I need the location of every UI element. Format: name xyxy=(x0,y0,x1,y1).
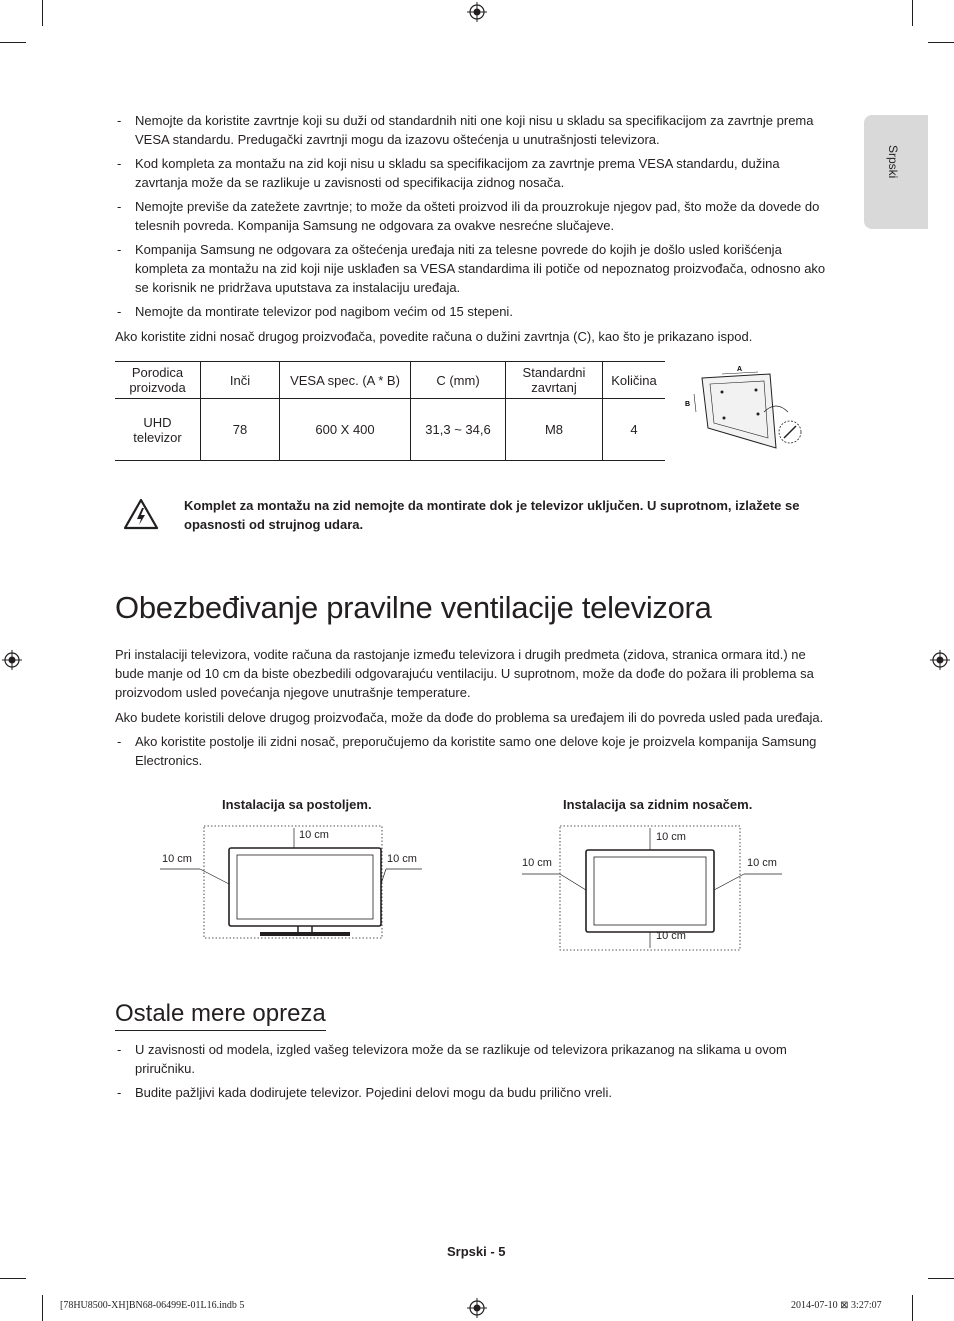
column-header: C (mm) xyxy=(411,362,506,399)
list-item: - Nemojte da koristite zavrtnje koji su duži od standardnih niti one koji nisu u skladu sa specifikacijom za zavrtnje prema VESA standardu. Predugački zavrtnji mogu da izazovu oštećenja u unutrašnjosti televizora. xyxy=(117,113,814,147)
crop-mark xyxy=(0,1278,26,1279)
list-item: - Budite pažljivi kada dodirujete televizor. Pojedini delovi mogu da budu prilično vreli. xyxy=(117,1085,612,1100)
table-cell: 600 X 400 xyxy=(280,399,411,461)
clearance-bottom-label: 10 cm xyxy=(656,930,686,942)
registration-mark-icon xyxy=(930,650,950,670)
column-header: VESA spec. (A * B) xyxy=(280,362,411,399)
electric-shock-warning-icon xyxy=(123,497,159,531)
precautions-list xyxy=(115,1040,835,1107)
table-cell: 78 xyxy=(201,399,280,461)
wall-installation-figure xyxy=(520,822,790,952)
screw-notes-list xyxy=(115,111,835,326)
crop-mark xyxy=(928,1278,954,1279)
list-item: - Nemojte previše da zatežete zavrtnje; to može da ošteti proizvod ili da prouzrokuje njegov pad, što može da dovede do telesnih povreda. Kompanija Samsung ne odgovara za ovakve nesrećne slučajeve. xyxy=(117,199,820,233)
side-tab-label: Srpski xyxy=(886,145,900,179)
list-item: - Kod kompleta za montažu na zid koji nisu u skladu sa specifikacijom za zavrtnje prema VESA standardu, dužina zavrtanja može da se razlikuje u zavisnosti od specifikacija zidnog nosača. xyxy=(117,156,780,190)
list-item: - Kompanija Samsung ne odgovara za oštećenja uređaja niti za telesne povrede do kojih je došlo usled korišćenja kompleta za montažu na zid koji nije usklađen sa VESA standardima ili potiče od nepoznatog proizvođača, odnosno ako se korisnik ne pridržava uputstava za instalaciju uređaja. xyxy=(117,242,826,295)
warning-text: Komplet za montažu na zid nemojte da montirate dok je televizor uključen. U suprotnom, izlažete se opasnosti od strujnog udara. xyxy=(184,498,800,532)
wall-figure-caption: Instalacija sa zidnim nosačem. xyxy=(563,797,753,812)
list-item: - U zavisnosti od modela, izgled vašeg televizora može da se razlikuje od televizora prikazanog na slikama u ovom priručniku. xyxy=(117,1042,787,1076)
clearance-left-label: 10 cm xyxy=(162,853,192,865)
column-header: Porodica proizvoda xyxy=(129,365,186,395)
crop-mark xyxy=(912,0,913,26)
column-header: Količina xyxy=(603,362,666,399)
wall-mount-diagram xyxy=(680,360,810,460)
crop-mark xyxy=(912,1295,913,1321)
clearance-right-label: 10 cm xyxy=(387,853,417,865)
table-cell: M8 xyxy=(506,399,603,461)
vesa-spec-table xyxy=(115,361,665,461)
clearance-right-label: 10 cm xyxy=(747,857,777,869)
stand-figure-caption: Instalacija sa postoljem. xyxy=(222,797,372,812)
table-header-row xyxy=(115,362,665,399)
registration-mark-icon xyxy=(467,1298,487,1318)
dimension-b-label: B xyxy=(685,401,691,408)
crop-mark xyxy=(42,1295,43,1321)
page-number: Srpski - 5 xyxy=(447,1244,506,1259)
crop-mark xyxy=(42,0,43,26)
clearance-top-label: 10 cm xyxy=(299,829,329,841)
third-party-paragraph: Ako budete koristili delove drugog proizvođača, može da dođe do problema sa uređajem ili do povreda usled pada uređaja. xyxy=(115,710,824,725)
crop-mark xyxy=(928,42,954,43)
list-item: - Nemojte da montirate televizor pod nagibom većim od 15 stepeni. xyxy=(117,304,513,319)
column-header: Inči xyxy=(201,362,280,399)
print-slug-left: [78HU8500-XH]BN68-06499E-01L16.indb 5 xyxy=(60,1300,245,1311)
registration-mark-icon xyxy=(467,2,487,22)
registration-mark-icon xyxy=(2,650,22,670)
crop-mark xyxy=(0,42,26,43)
table-row xyxy=(115,399,665,461)
table-cell: 31,3 ~ 34,6 xyxy=(411,399,506,461)
clearance-top-label: 10 cm xyxy=(656,831,686,843)
column-header: Standardni zavrtanj xyxy=(506,362,603,399)
clearance-left-label: 10 cm xyxy=(522,857,552,869)
table-cell: UHD televizor xyxy=(133,414,182,445)
section-bullet-list xyxy=(115,732,835,775)
table-cell: 4 xyxy=(603,399,666,461)
subsection-title: Ostale mere opreza xyxy=(115,1000,326,1031)
list-item: - Ako koristite postolje ili zidni nosač, preporučujemo da koristite samo one delove koje je proizvela kompanija Samsung Electronics. xyxy=(117,734,817,768)
section-title: Obezbeđivanje pravilne ventilacije televizora xyxy=(115,590,712,625)
dimension-a-label: A xyxy=(737,366,743,373)
language-side-tab xyxy=(864,115,928,229)
print-slug-right: 2014-07-10 ⊠ 3:27:07 xyxy=(791,1300,882,1311)
stand-installation-figure xyxy=(160,822,430,942)
intro-paragraph: Ako koristite zidni nosač drugog proizvođača, povedite računa o dužini zavrtnja (C), kao što je prikazano ispod. xyxy=(115,329,753,344)
ventilation-paragraph: Pri instalaciji televizora, vodite računa da rastojanje između televizora i drugih predmeta (zidova, stranica ormara itd.) ne bude manje od 10 cm da biste obezbedili odgovarajuću ventilaciju. U suprotnom, može da dođe do požara ili problema sa proizvodom usled povećanja njegove unutrašnje temperature. xyxy=(115,647,814,700)
